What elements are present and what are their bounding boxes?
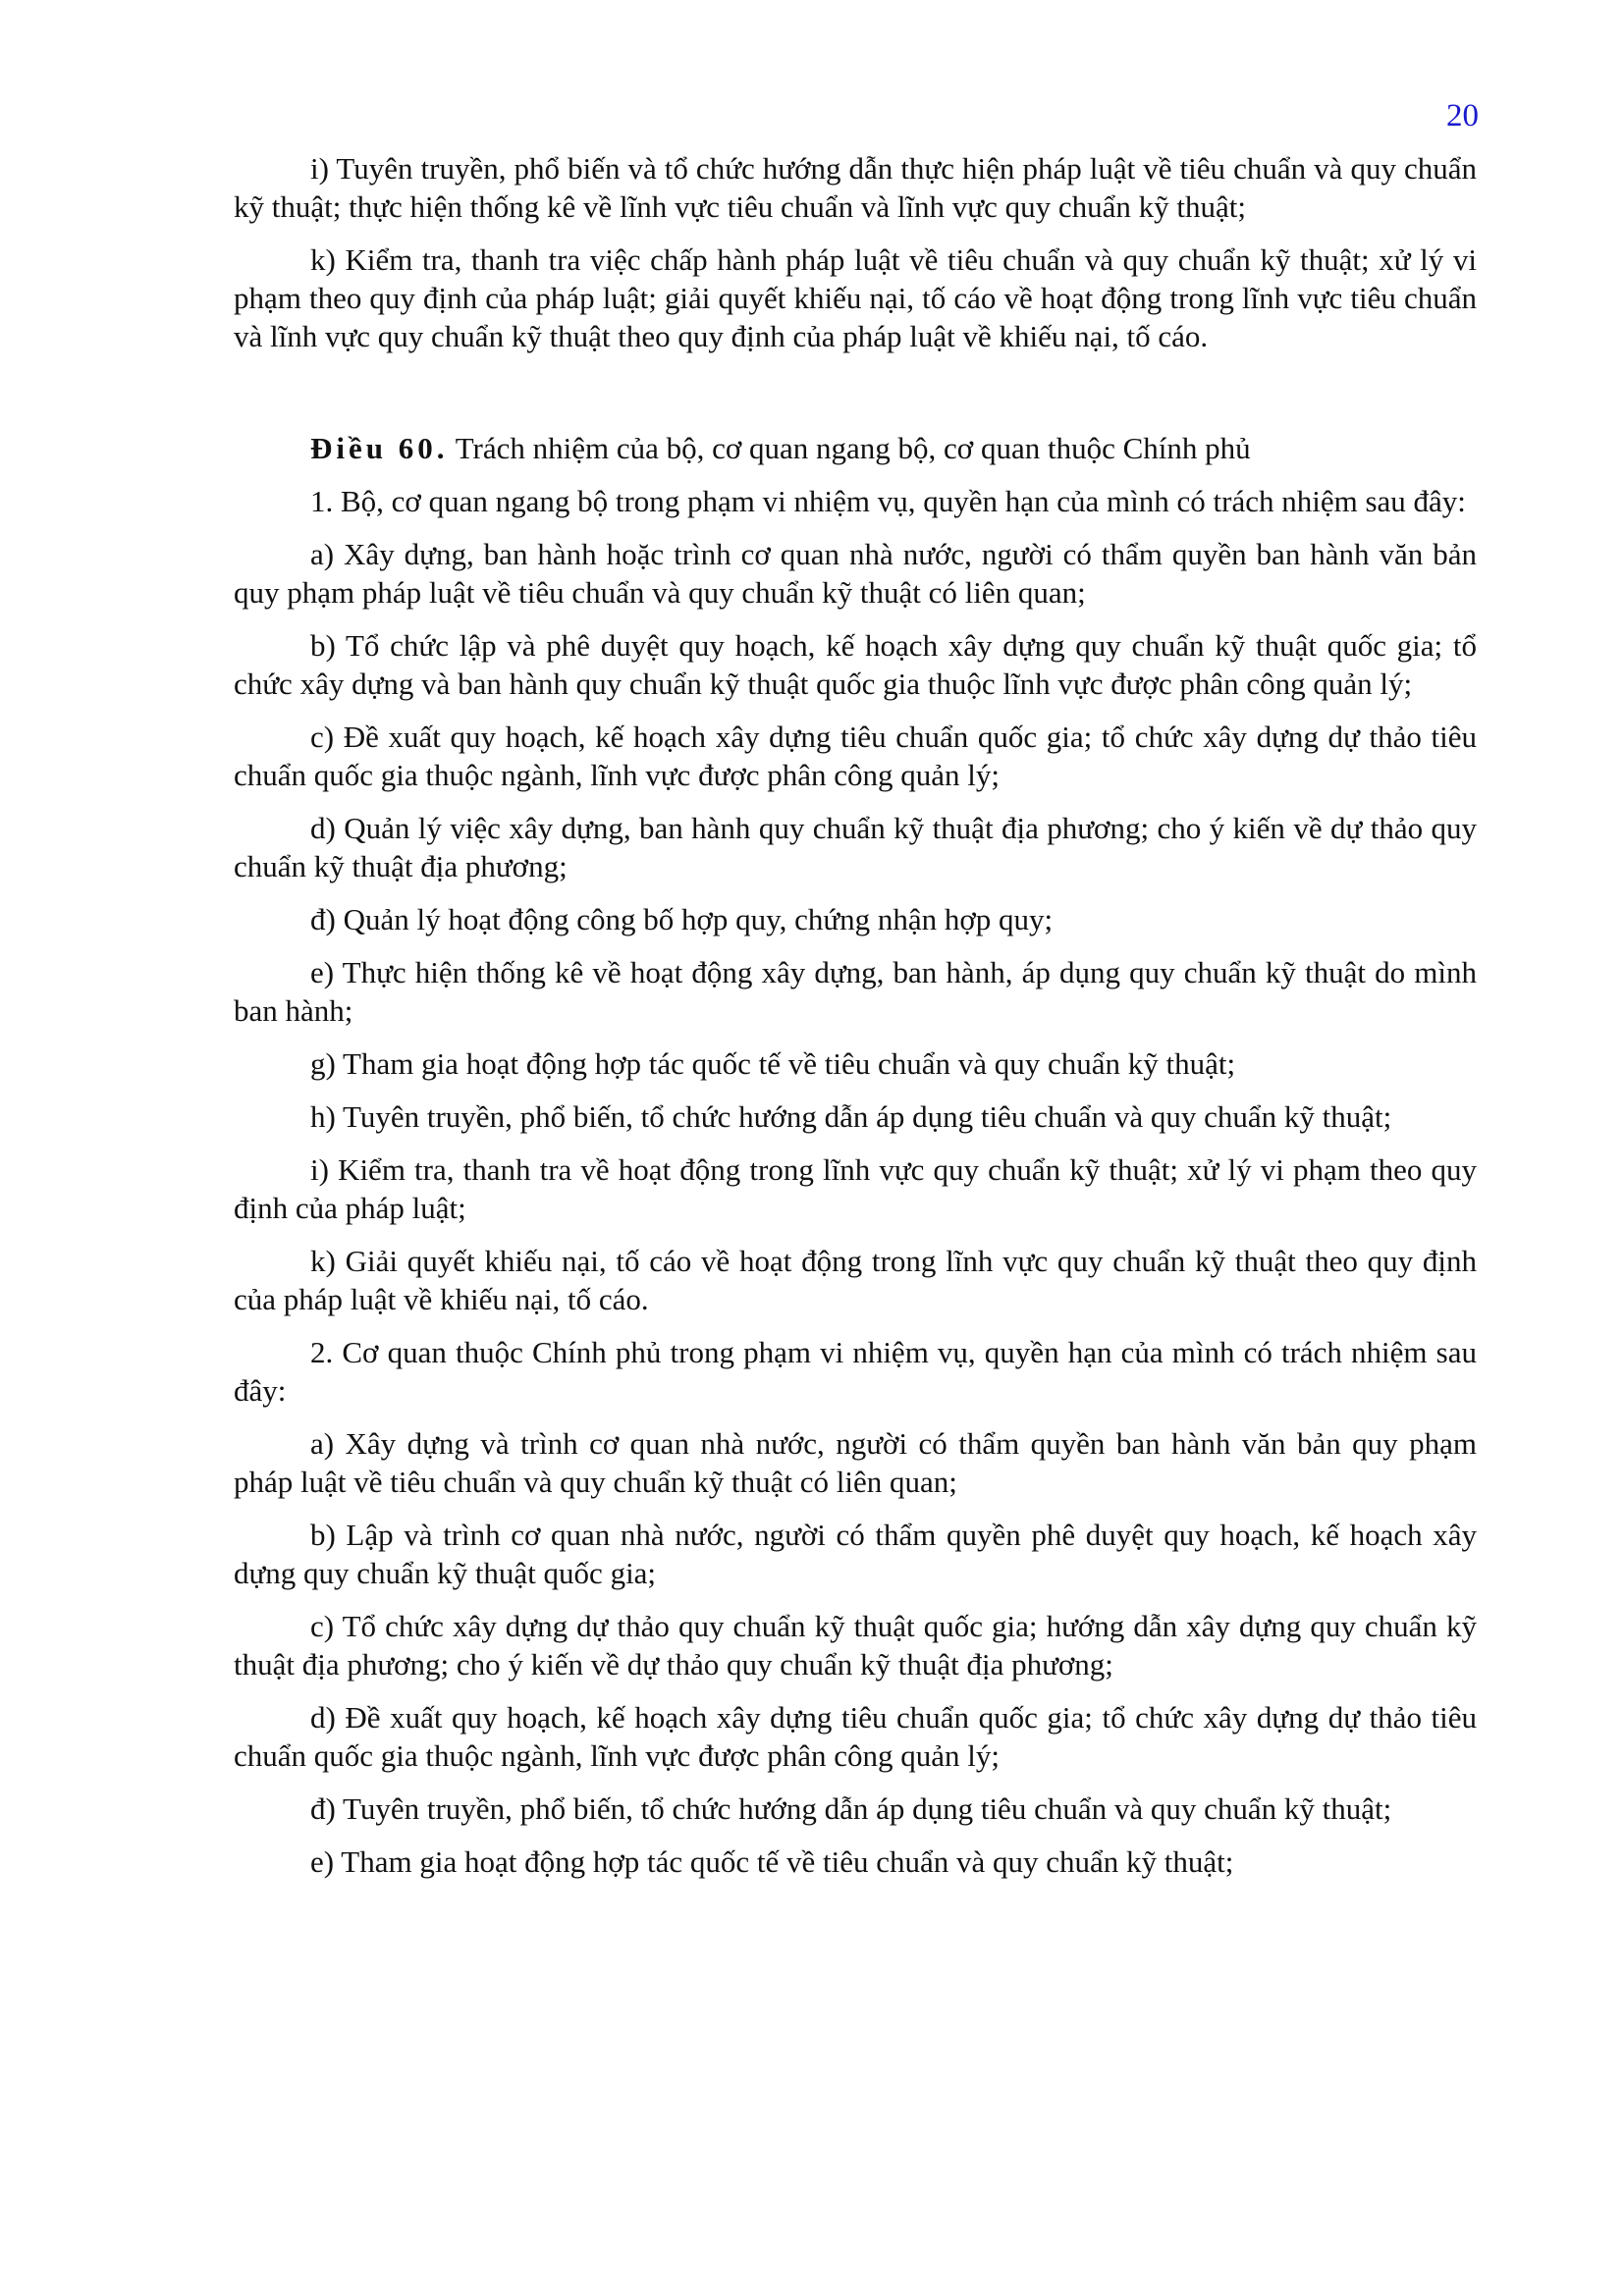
clause-1-point-b: b) Tổ chức lập và phê duyệt quy hoạch, kế hoạch xây dựng quy chuẩn kỹ thuật quốc gia; tổ chức xây dựng và ban hành quy chuẩn kỹ thuật quốc gia thuộc lĩnh vực được phân công quản lý; (234, 628, 1477, 701)
clause-1-point-d: d) Quản lý việc xây dựng, ban hành quy chuẩn kỹ thuật địa phương; cho ý kiến về dự thảo quy chuẩn kỹ thuật địa phương; (234, 811, 1477, 883)
clause-2-point-e: e) Tham gia hoạt động hợp tác quốc tế về tiêu chuẩn và quy chuẩn kỹ thuật; (310, 1844, 1234, 1879)
clause-1-point-dd: đ) Quản lý hoạt động công bố hợp quy, chứng nhận hợp quy; (310, 902, 1054, 936)
clause-1-point-a: a) Xây dựng, ban hành hoặc trình cơ quan nhà nước, người có thẩm quyền ban hành văn bản quy phạm pháp luật về tiêu chuẩn và quy chuẩn kỹ thuật có liên quan; (234, 537, 1477, 610)
article-title: Trách nhiệm của bộ, cơ quan ngang bộ, cơ quan thuộc Chính phủ (448, 431, 1251, 465)
paragraph-before-i: i) Tuyên truyền, phổ biến và tổ chức hướng dẫn thực hiện pháp luật về tiêu chuẩn và quy chuẩn kỹ thuật; thực hiện thống kê về lĩnh vực tiêu chuẩn và lĩnh vực quy chuẩn kỹ thuật; (234, 151, 1477, 224)
document-body (234, 149, 1477, 1896)
clause-1-point-g: g) Tham gia hoạt động hợp tác quốc tế về tiêu chuẩn và quy chuẩn kỹ thuật; (310, 1046, 1236, 1081)
clause-1-point-h: h) Tuyên truyền, phổ biến, tổ chức hướng dẫn áp dụng tiêu chuẩn và quy chuẩn kỹ thuật; (310, 1099, 1392, 1134)
article-spacer (234, 370, 1477, 429)
clause-1-point-i: i) Kiểm tra, thanh tra về hoạt động trong lĩnh vực quy chuẩn kỹ thuật; xử lý vi phạm theo quy định của pháp luật; (234, 1152, 1477, 1225)
article-heading (234, 429, 1477, 467)
paragraph-before-k: k) Kiểm tra, thanh tra việc chấp hành pháp luật về tiêu chuẩn và quy chuẩn kỹ thuật; xử lý vi phạm theo quy định của pháp luật; giải quyết khiếu nại, tố cáo về hoạt động trong lĩnh vực tiêu chuẩn và lĩnh vực quy chuẩn kỹ thuật theo quy định của pháp luật về khiếu nại, tố cáo. (234, 242, 1477, 353)
clause-2-point-b: b) Lập và trình cơ quan nhà nước, người có thẩm quyền phê duyệt quy hoạch, kế hoạch xây dựng quy chuẩn kỹ thuật quốc gia; (234, 1518, 1477, 1590)
article-label: Điều 60. (310, 431, 449, 465)
clause-2-point-dd: đ) Tuyên truyền, phổ biến, tổ chức hướng dẫn áp dụng tiêu chuẩn và quy chuẩn kỹ thuật; (310, 1791, 1392, 1826)
clause-1: 1. Bộ, cơ quan ngang bộ trong phạm vi nhiệm vụ, quyền hạn của mình có trách nhiệm sau đây: (310, 484, 1466, 518)
clause-2-point-d: d) Đề xuất quy hoạch, kế hoạch xây dựng tiêu chuẩn quốc gia; tổ chức xây dựng dự thảo tiêu chuẩn quốc gia thuộc ngành, lĩnh vực được phân công quản lý; (234, 1700, 1477, 1773)
clause-2-point-a: a) Xây dựng và trình cơ quan nhà nước, người có thẩm quyền ban hành văn bản quy phạm pháp luật về tiêu chuẩn và quy chuẩn kỹ thuật có liên quan; (234, 1426, 1477, 1499)
clause-1-point-k: k) Giải quyết khiếu nại, tố cáo về hoạt động trong lĩnh vực quy chuẩn kỹ thuật theo quy định của pháp luật về khiếu nại, tố cáo. (234, 1244, 1477, 1316)
clause-1-point-e: e) Thực hiện thống kê về hoạt động xây dựng, ban hành, áp dụng quy chuẩn kỹ thuật do mình ban hành; (234, 955, 1477, 1028)
clause-1-point-c: c) Đề xuất quy hoạch, kế hoạch xây dựng tiêu chuẩn quốc gia; tổ chức xây dựng dự thảo tiêu chuẩn quốc gia thuộc ngành, lĩnh vực được phân công quản lý; (234, 720, 1477, 792)
clause-2-point-c: c) Tổ chức xây dựng dự thảo quy chuẩn kỹ thuật quốc gia; hướng dẫn xây dựng quy chuẩn kỹ thuật địa phương; cho ý kiến về dự thảo quy chuẩn kỹ thuật địa phương; (234, 1609, 1477, 1682)
clause-2: 2. Cơ quan thuộc Chính phủ trong phạm vi nhiệm vụ, quyền hạn của mình có trách nhiệm sau đây: (234, 1335, 1477, 1408)
page-number: 20 (1446, 98, 1479, 133)
